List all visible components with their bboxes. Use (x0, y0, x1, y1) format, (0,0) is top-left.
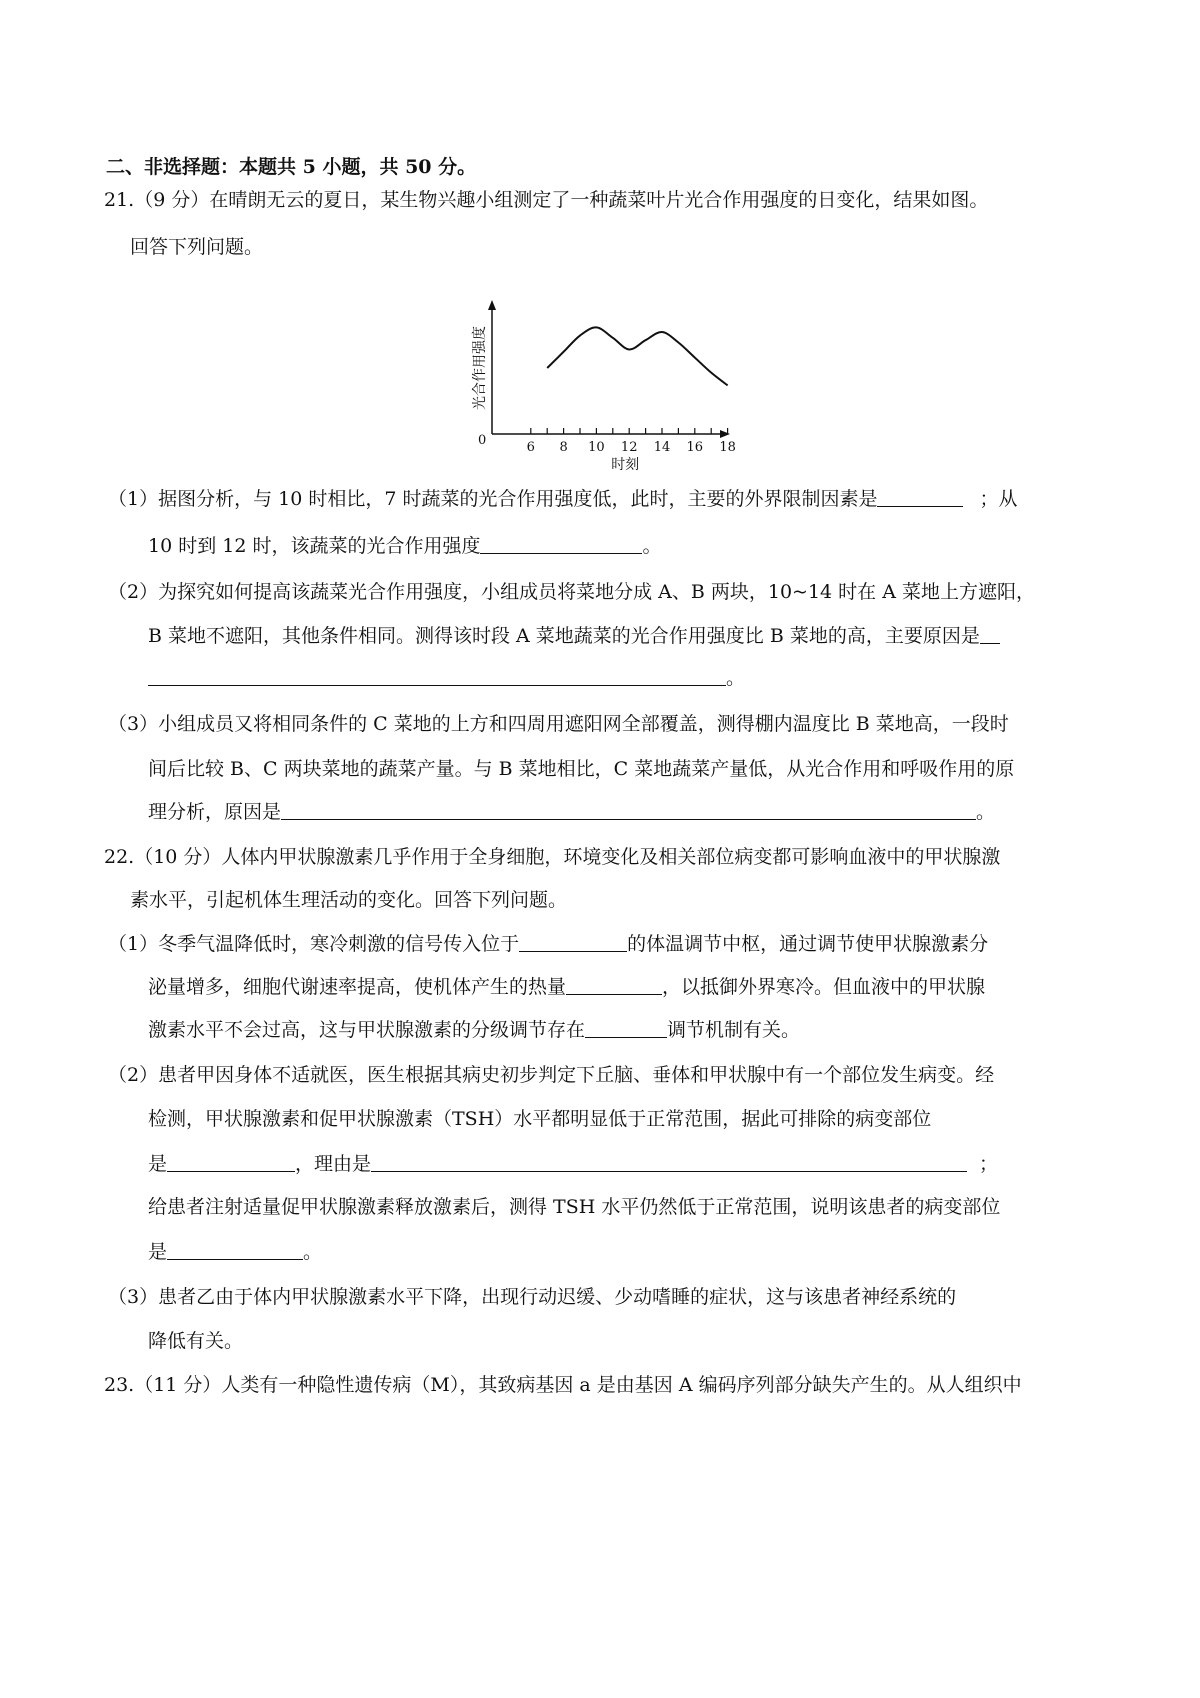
q21-part1-line1 (108, 487, 1018, 511)
answer-blank[interactable] (480, 535, 642, 554)
q22-part2-line5 (148, 1240, 322, 1264)
q22-part1-text-c: 泌量增多，细胞代谢速率提高，使机体产生的热量 (148, 976, 567, 998)
photosynthesis-chart (470, 292, 740, 472)
y-axis-arrow (488, 300, 496, 310)
q21-part2-text-c: 。 (726, 667, 746, 689)
origin-label: 0 (478, 433, 487, 448)
q21-stem-line1: 21.（9 分）在晴朗无云的夏日，某生物兴趣小组测定了一种蔬菜叶片光合作用强度的日变化，结果如图。 (104, 189, 989, 211)
answer-blank[interactable] (281, 801, 976, 820)
q23-stem-line1: 23.（11 分）人类有一种隐性遗传病（M），其致病基因 a 是由基因 A 编码序列部分缺失产生的。从人组织中 (104, 1374, 1022, 1396)
x-axis-arrow (720, 430, 730, 438)
q22-part1-line3 (148, 1018, 800, 1042)
q22-part1-line2 (148, 975, 985, 999)
q22-part2-line4: 给患者注射适量促甲状腺激素释放激素后，测得 TSH 水平仍然低于正常范围，说明该患者的病变部位 (148, 1196, 1001, 1218)
q22-stem-line1: 22.（10 分）人体内甲状腺激素几乎作用于全身细胞，环境变化及相关部位病变都可影响血液中的甲状腺激 (104, 846, 1001, 868)
q21-part2-line2 (148, 624, 1000, 648)
chart-ticks (527, 428, 736, 455)
series-line (547, 327, 727, 385)
q22-part3-line2: 降低有关。 (148, 1330, 244, 1352)
answer-blank[interactable] (167, 1241, 303, 1260)
q21-stem-line2: 回答下列问题。 (130, 236, 264, 258)
answer-blank[interactable] (167, 1153, 295, 1172)
x-tick-label: 18 (719, 440, 736, 455)
section-title: 二、非选择题：本题共 5 小题，共 50 分。 (106, 156, 477, 178)
q22-part1-text-a: （1）冬季气温降低时，寒冷刺激的信号传入位于 (108, 933, 520, 955)
q22-part2-text-g: 是 (148, 1241, 168, 1263)
x-tick-label: 6 (526, 440, 535, 455)
q22-stem-line2: 素水平，引起机体生理活动的变化。回答下列问题。 (130, 889, 568, 911)
q21-part3-line2: 间后比较 B、C 两块菜地的蔬菜产量。与 B 菜地相比，C 菜地蔬菜产量低，从光合作用和呼吸作用的原 (148, 758, 1015, 780)
q22-part2-line3 (148, 1152, 998, 1176)
x-axis-label: 时刻 (611, 457, 640, 472)
q21-part2-text-b: B 菜地不遮阳，其他条件相同。测得该时段 A 菜地蔬菜的光合作用强度比 B 菜地的高，主要原因是 (148, 625, 980, 647)
q21-part3-line1: （3）小组成员又将相同条件的 C 菜地的上方和四周用遮阳网全部覆盖，测得棚内温度比 B 菜地高，一段时 (108, 713, 1009, 735)
q21-part1-text-c: 10 时到 12 时，该蔬菜的光合作用强度 (148, 535, 481, 557)
q21-part1-line2 (148, 534, 662, 558)
q22-part2-text-d: ，理由是 (295, 1153, 372, 1175)
q22-part1-text-f: 调节机制有关。 (667, 1019, 801, 1041)
q22-part3-line1: （3）患者乙由于体内甲状腺激素水平下降，出现行动迟缓、少动嗜睡的症状，这与该患者神经系统的 (108, 1286, 957, 1308)
q22-part2-text-c: 是 (148, 1153, 168, 1175)
q21-part3-text-d: 。 (976, 801, 996, 823)
q21-part3-line3 (148, 800, 995, 824)
x-tick-label: 12 (620, 440, 638, 455)
answer-blank[interactable] (585, 1019, 667, 1038)
answer-blank[interactable] (371, 1153, 967, 1172)
chart-axes (488, 300, 730, 438)
q21-part1-text-b: ；从 (979, 488, 1018, 510)
q22-part1-text-b: 的体温调节中枢，通过调节使甲状腺激素分 (627, 933, 989, 955)
answer-blank[interactable] (519, 933, 627, 952)
q21-part2-line1: （2）为探究如何提高该蔬菜光合作用强度，小组成员将菜地分成 A、B 两块，10~14 时在 A 菜地上方遮阳， (108, 581, 1035, 603)
y-axis-label: 光合作用强度 (472, 326, 488, 410)
q21-part3-text-c: 理分析，原因是 (148, 801, 282, 823)
q21-part2-line3 (148, 666, 745, 690)
q22-part2-text-h: 。 (303, 1241, 323, 1263)
q21-part1-text-d: 。 (642, 535, 662, 557)
x-tick-label: 14 (653, 440, 671, 455)
x-tick-label: 10 (588, 440, 605, 455)
q22-part1-text-d: ，以抵御外界寒冷。但血液中的甲状腺 (662, 976, 986, 998)
answer-blank[interactable] (148, 667, 726, 686)
x-tick-label: 8 (559, 440, 568, 455)
q22-part2-text-e: ； (979, 1153, 999, 1175)
x-tick-label: 16 (686, 440, 704, 455)
answer-blank[interactable] (566, 976, 662, 995)
answer-blank[interactable] (980, 625, 1000, 644)
q22-part2-line2: 检测，甲状腺激素和促甲状腺激素（TSH）水平都明显低于正常范围，据此可排除的病变部位 (148, 1108, 932, 1130)
q22-part1-line1 (108, 932, 988, 956)
q22-part1-text-e: 激素水平不会过高，这与甲状腺激素的分级调节存在 (148, 1019, 586, 1041)
q22-part2-line1: （2）患者甲因身体不适就医，医生根据其病史初步判定下丘脑、垂体和甲状腺中有一个部位发生病变。经 (108, 1064, 995, 1086)
q21-part1-text-a: （1）据图分析，与 10 时相比，7 时蔬菜的光合作用强度低，此时，主要的外界限制因素是 (108, 488, 878, 510)
answer-blank[interactable] (877, 488, 963, 507)
